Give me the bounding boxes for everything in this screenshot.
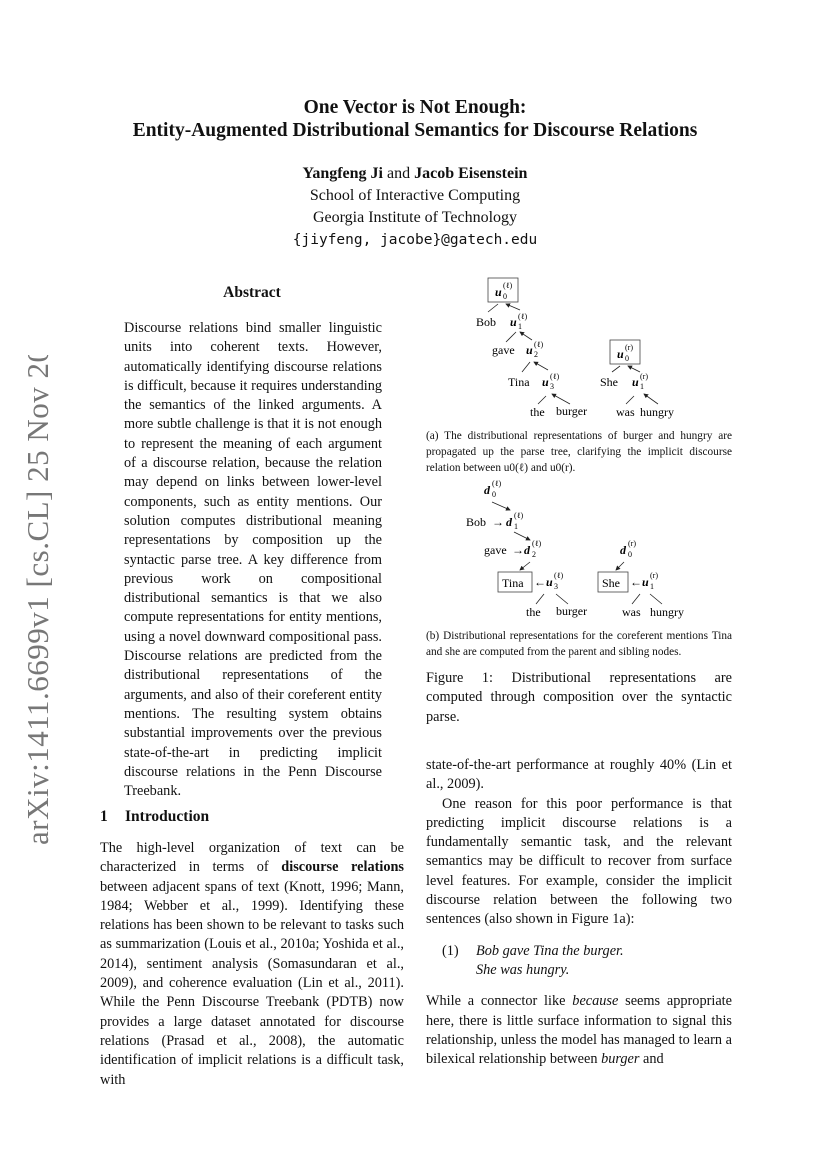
svg-text:u: u [510, 315, 517, 329]
svg-text:u: u [632, 375, 639, 389]
arxiv-id: arXiv:1411.6699v1 [cs.CL] 25 Nov 2014 [20, 355, 55, 845]
intro-text: The high-level organization of text can be characterized in terms of [100, 840, 404, 876]
section-title: Introduction [125, 808, 210, 825]
svg-text:←: ← [630, 575, 642, 589]
intro-text: between adjacent spans of text (Knott, 1996; Mann, 1984; Webber et al., 1999). Identifying these relations has been shown to be relevant to tasks such as summarization (Louis et al., 2010a; Yoshida et al., 2014), sentiment analysis (Somasundaran et al., 2009), and coherence evaluation (Lin et al., 2011). While the Penn Discourse Treebank (PDTB) now provides a large dataset annotated for discourse relations (Prasad et al., 2008), the automatic identification of implicit relations is a difficult task, with [100, 878, 404, 1088]
svg-text:←: ← [534, 575, 546, 589]
svg-text:u: u [546, 575, 553, 589]
emphasis: because [572, 993, 619, 1010]
svg-text:(ℓ): (ℓ) [550, 372, 560, 381]
svg-text:2: 2 [532, 550, 536, 559]
example-1 [426, 942, 732, 981]
svg-text:d: d [524, 543, 530, 557]
svg-text:(ℓ): (ℓ) [534, 340, 544, 349]
section-heading [100, 808, 210, 826]
word-was: was [616, 405, 635, 419]
svg-text:0: 0 [503, 292, 507, 301]
svg-text:(r): (r) [640, 372, 648, 381]
paragraph: One reason for this poor performance is that predicting implicit discourse relations is a fundamentally semantic task, and the relevant semantics may be difficult to recover from surface level features. For example, consider the implicit discourse relation between the following two sentences (also shown in Figure 1a): [426, 795, 732, 928]
svg-text:1: 1 [640, 382, 644, 391]
paper-title-line1: One Vector is Not Enough: [303, 97, 527, 118]
abstract-heading: Abstract [223, 284, 281, 301]
text-run: seems appropriate here, there is little surface information to signal this relationship, unless the model has managed to learn a bilexical relationship between [426, 993, 732, 1068]
intro-bold-term: discourse relations [281, 859, 404, 876]
figure-caption: Figure 1: Distributional representations are computed through composition over the syntactic parse. [426, 670, 732, 725]
word-gave: gave [492, 343, 515, 357]
word-was: was [622, 605, 641, 619]
svg-text:0: 0 [492, 490, 496, 499]
paragraph [426, 992, 732, 1069]
abstract-text: Discourse relations bind smaller linguistic units into coherent texts. However, automatically identifying discourse relations is difficult, because it requires understanding the semantics of the linked arguments. A more subtle challenge is that it is not enough to represent the meaning of each argument of a discourse relation, because the relation may depend on links between lower-level components, such as entity mentions. Our solution computes distributional meaning representations by composition up the syntactic parse tree. A key difference from previous work on compositional distributional semantics is that we also compute representations for entity mentions, using a novel downward compositional pass. Discourse relations are predicted from the distributional representations of the arguments, and also of their coreferent entity mentions. The resulting system obtains substantial improvements over the previous state-of-the-art in predicting implicit discourse relations in the Penn Discourse Treebank. [124, 320, 382, 800]
affiliation: Georgia Institute of Technology [312, 209, 518, 226]
svg-text:1: 1 [514, 522, 518, 531]
svg-text:(ℓ): (ℓ) [503, 281, 513, 290]
section-number: 1 [100, 808, 108, 825]
svg-text:d: d [620, 543, 626, 557]
word-bob: Bob [476, 315, 497, 329]
svg-text:(ℓ): (ℓ) [554, 571, 564, 580]
word-hungry: hungry [640, 405, 674, 419]
author-name: Jacob Eisenstein [414, 165, 528, 182]
paragraph: state-of-the-art performance at roughly 40% (Lin et al., 2009). [426, 757, 732, 793]
svg-text:(ℓ): (ℓ) [514, 511, 524, 520]
svg-text:0: 0 [628, 550, 632, 559]
arxiv-stamp [8, 355, 58, 855]
svg-text:→: → [492, 515, 504, 529]
text-run: and [639, 1051, 664, 1068]
word-bob: Bob [466, 515, 487, 529]
svg-text:(r): (r) [650, 571, 658, 580]
svg-text:u: u [617, 347, 624, 361]
parse-tree-a [476, 278, 674, 419]
svg-text:(r): (r) [625, 343, 633, 352]
author-conjunction: and [387, 165, 411, 182]
author-block [160, 163, 670, 251]
svg-text:→: → [512, 543, 524, 557]
author-email: {jiyfeng, jacobe}@gatech.edu [292, 232, 538, 248]
svg-text:3: 3 [554, 582, 558, 591]
text-run: While a connector like [426, 993, 573, 1010]
word-burger: burger [556, 404, 588, 418]
word-the: the [526, 605, 541, 619]
word-hungry: hungry [650, 605, 684, 619]
svg-text:u: u [542, 375, 549, 389]
paper-title-line2: Entity-Augmented Distributional Semantics for Discourse Relations [132, 120, 698, 141]
subcaption-b: (b) Distributional representations for the coreferent mentions Tina and she are computed from the parent and sibling nodes. [426, 630, 732, 658]
parse-tree-b [466, 479, 684, 619]
svg-text:3: 3 [550, 382, 554, 391]
svg-text:1: 1 [650, 582, 654, 591]
author-name: Yangfeng Ji [302, 165, 383, 182]
svg-text:(ℓ): (ℓ) [492, 479, 502, 488]
svg-text:1: 1 [518, 322, 522, 331]
svg-text:(ℓ): (ℓ) [518, 312, 528, 321]
svg-text:d: d [484, 483, 490, 497]
svg-text:2: 2 [534, 350, 538, 359]
affiliation: School of Interactive Computing [309, 187, 521, 204]
svg-text:(ℓ): (ℓ) [532, 539, 542, 548]
word-tina: Tina [508, 375, 530, 389]
example-number: (1) [442, 942, 459, 959]
svg-text:(r): (r) [628, 539, 636, 548]
emphasis: burger [601, 1051, 640, 1068]
svg-text:0: 0 [625, 354, 629, 363]
subcaption-a: (a) The distributional representations of burger and hungry are propagated up the parse tree, clarifying the implicit discourse relation between u0(ℓ) and u0(r). [426, 430, 732, 474]
intro-paragraph [100, 839, 404, 1090]
svg-text:u: u [495, 285, 502, 299]
example-sentence: She was hungry. [476, 961, 570, 978]
word-burger: burger [556, 604, 588, 618]
right-column-text [426, 756, 732, 1069]
word-she: She [600, 375, 618, 389]
example-sentence: Bob gave Tina the burger. [476, 942, 624, 959]
svg-text:u: u [642, 575, 649, 589]
svg-text:d: d [506, 515, 512, 529]
word-gave: gave [484, 543, 507, 557]
svg-text:u: u [526, 343, 533, 357]
word-tina: Tina [502, 576, 524, 590]
word-she: She [602, 576, 620, 590]
word-the: the [530, 405, 545, 419]
